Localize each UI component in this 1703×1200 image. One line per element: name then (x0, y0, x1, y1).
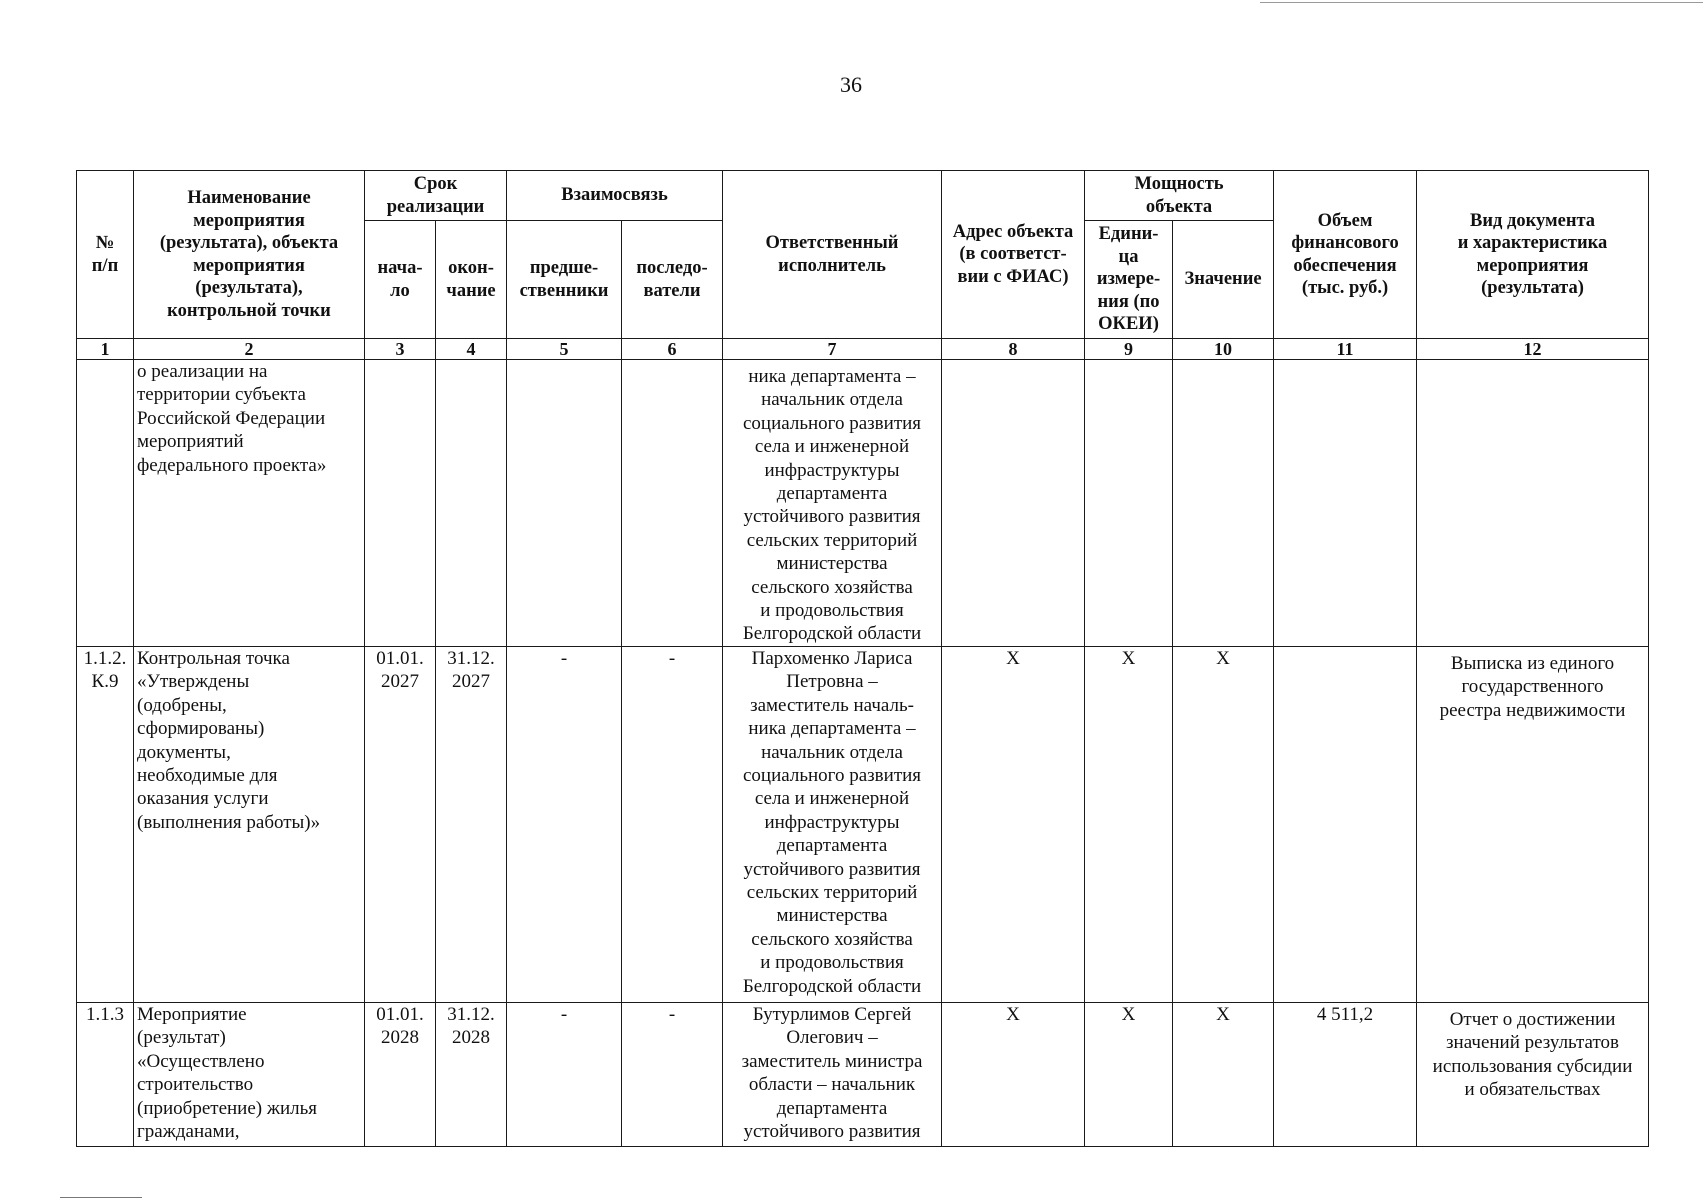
column-number: 12 (1417, 339, 1649, 360)
bottom-edge-line (60, 1197, 142, 1198)
row-responsible: Пархоменко Лариса Петровна – заместитель началь- ника департамента – начальник отдела социального развития села и инженерной инфраструктуры департамента устойчивого развития сельских территорий министерства сельского хозяйства и продовольствия Белгородской области (723, 646, 942, 1002)
column-number: 2 (134, 339, 365, 360)
table-row (77, 646, 1649, 1002)
row-next (622, 360, 723, 647)
column-number: 5 (507, 339, 622, 360)
row-value: Х (1173, 646, 1274, 1002)
row-prev (507, 360, 622, 647)
row-start (365, 360, 436, 647)
row-finance (1274, 646, 1417, 1002)
row-doc (1417, 360, 1649, 647)
header-doc: Вид документа и характеристика мероприятия (результата) (1417, 171, 1649, 339)
top-edge-line (1260, 2, 1703, 3)
table-row (77, 1002, 1649, 1146)
header-capacity-unit: Едини- ца измере- ния (по ОКЕИ) (1085, 221, 1173, 339)
header-term: Срок реализации (365, 171, 507, 221)
row-start: 01.01. 2027 (365, 646, 436, 1002)
row-doc: Выписка из единого государственного реестра недвижимости (1417, 646, 1649, 1002)
header-address: Адрес объекта (в соответст- вии с ФИАС) (942, 171, 1085, 339)
row-doc: Отчет о достижении значений результатов использования субсидии и обязательствах (1417, 1002, 1649, 1146)
column-number: 10 (1173, 339, 1274, 360)
implementation-plan-table (76, 170, 1649, 1147)
row-unit: Х (1085, 1002, 1173, 1146)
column-number: 4 (436, 339, 507, 360)
row-end: 31.12. 2028 (436, 1002, 507, 1146)
header-capacity-value: Значение (1173, 221, 1274, 339)
row-num: 1.1.3 (77, 1002, 134, 1146)
row-end: 31.12. 2027 (436, 646, 507, 1002)
row-num (77, 360, 134, 647)
row-address: Х (942, 1002, 1085, 1146)
column-number: 3 (365, 339, 436, 360)
row-unit (1085, 360, 1173, 647)
header-finance: Объем финансового обеспечения (тыс. руб.) (1274, 171, 1417, 339)
header-num: № п/п (77, 171, 134, 339)
header-name: Наименование мероприятия (результата), объекта мероприятия (результата), контрольной точки (134, 171, 365, 339)
row-prev: - (507, 646, 622, 1002)
header-responsible: Ответственный исполнитель (723, 171, 942, 339)
header-capacity: Мощность объекта (1085, 171, 1274, 221)
row-next: - (622, 1002, 723, 1146)
row-value (1173, 360, 1274, 647)
header-term-end: окон- чание (436, 221, 507, 339)
row-name: Контрольная точка «Утверждены (одобрены, сформированы) документы, необходимые для оказания услуги (выполнения работы)» (134, 646, 365, 1002)
column-number: 9 (1085, 339, 1173, 360)
row-name: Мероприятие (результат) «Осуществлено строительство (приобретение) жилья гражданами, (134, 1002, 365, 1146)
page-number: 36 (840, 72, 862, 97)
column-number: 11 (1274, 339, 1417, 360)
header-term-start: нача- ло (365, 221, 436, 339)
column-number: 1 (77, 339, 134, 360)
row-prev: - (507, 1002, 622, 1146)
row-start: 01.01. 2028 (365, 1002, 436, 1146)
row-end (436, 360, 507, 647)
header-link-prev: предше- ственники (507, 221, 622, 339)
row-num: 1.1.2. К.9 (77, 646, 134, 1002)
row-finance: 4 511,2 (1274, 1002, 1417, 1146)
row-address (942, 360, 1085, 647)
row-name: о реализации на территории субъекта Российской Федерации мероприятий федерального проекта» (134, 360, 365, 647)
row-responsible: ника департамента – начальник отдела социального развития села и инженерной инфраструктуры департамента устойчивого развития сельских территорий министерства сельского хозяйства и продовольствия Белгородской области (723, 360, 942, 647)
column-number: 6 (622, 339, 723, 360)
header-link: Взаимосвязь (507, 171, 723, 221)
row-responsible: Бутурлимов Сергей Олегович – заместитель министра области – начальник департамента устойчивого развития (723, 1002, 942, 1146)
row-address: Х (942, 646, 1085, 1002)
row-finance (1274, 360, 1417, 647)
table-row (77, 360, 1649, 647)
row-value: Х (1173, 1002, 1274, 1146)
column-number: 8 (942, 339, 1085, 360)
column-number: 7 (723, 339, 942, 360)
row-next: - (622, 646, 723, 1002)
header-link-next: последо- ватели (622, 221, 723, 339)
row-unit: Х (1085, 646, 1173, 1002)
